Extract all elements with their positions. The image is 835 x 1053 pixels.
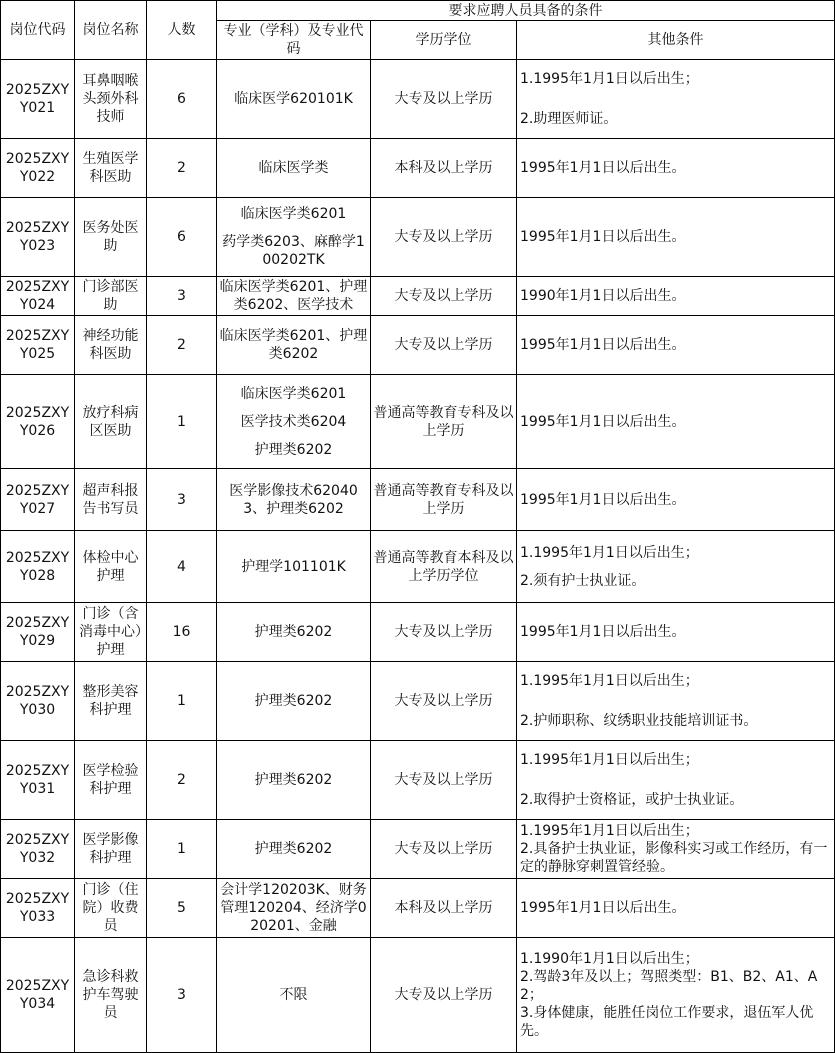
table-row <box>1 531 835 603</box>
job-count: 3 <box>147 277 217 316</box>
job-major: 临床医学类 <box>217 139 371 198</box>
job-code: 2025ZXYY027 <box>1 469 75 531</box>
job-name: 神经功能科医助 <box>75 316 147 375</box>
job-code: 2025ZXYY031 <box>1 741 75 820</box>
job-count: 16 <box>147 603 217 662</box>
table-row <box>1 60 835 139</box>
job-other: 1995年1月1日以后出生。 <box>517 198 835 277</box>
table-row <box>1 938 835 1053</box>
job-count: 3 <box>147 938 217 1053</box>
job-education: 大专及以上学历 <box>371 277 517 316</box>
table-row <box>1 741 835 820</box>
job-code: 2025ZXYY032 <box>1 820 75 879</box>
job-count: 5 <box>147 879 217 938</box>
job-education: 大专及以上学历 <box>371 662 517 741</box>
job-other: 1995年1月1日以后出生。 <box>517 316 835 375</box>
table-row <box>1 316 835 375</box>
header-code: 岗位代码 <box>1 1 75 60</box>
table-row <box>1 139 835 198</box>
job-education: 大专及以上学历 <box>371 60 517 139</box>
job-education: 本科及以上学历 <box>371 879 517 938</box>
job-count: 2 <box>147 316 217 375</box>
job-name: 医学检验科护理 <box>75 741 147 820</box>
job-major: 护理类6202 <box>217 603 371 662</box>
job-count: 6 <box>147 198 217 277</box>
table-row <box>1 879 835 938</box>
job-education: 本科及以上学历 <box>371 139 517 198</box>
header-major: 专业（学科）及专业代码 <box>217 21 371 60</box>
job-code: 2025ZXYY034 <box>1 938 75 1053</box>
job-major: 护理学101101K <box>217 531 371 603</box>
job-other: 1995年1月1日以后出生。 <box>517 469 835 531</box>
job-other: 1995年1月1日以后出生。 <box>517 603 835 662</box>
job-education: 普通高等教育本科及以上学历学位 <box>371 531 517 603</box>
job-other: 1.1995年1月1日以后出生； 2.助理医师证。 <box>517 60 835 139</box>
job-education: 大专及以上学历 <box>371 603 517 662</box>
job-code: 2025ZXYY028 <box>1 531 75 603</box>
job-major: 护理类6202 <box>217 662 371 741</box>
job-count: 2 <box>147 139 217 198</box>
table-row <box>1 662 835 741</box>
job-code: 2025ZXYY029 <box>1 603 75 662</box>
header-count: 人数 <box>147 1 217 60</box>
table-row <box>1 375 835 469</box>
job-count: 1 <box>147 820 217 879</box>
job-name: 超声科报告书写员 <box>75 469 147 531</box>
job-code: 2025ZXYY030 <box>1 662 75 741</box>
job-major: 临床医学类6201、护理类6202 <box>217 316 371 375</box>
job-other: 1990年1月1日以后出生。 <box>517 277 835 316</box>
job-other: 1.1990年1月1日以后出生； 2.驾龄3年及以上；驾照类型：B1、B2、A1、A2； 3.身体健康，能胜任岗位工作要求，退伍军人优先。 <box>517 938 835 1053</box>
job-other: 1995年1月1日以后出生。 <box>517 879 835 938</box>
job-name: 放疗科病区医助 <box>75 375 147 469</box>
job-name: 医务处医助 <box>75 198 147 277</box>
job-major: 临床医学类6201、护理类6202、医学技术 <box>217 277 371 316</box>
job-count: 1 <box>147 662 217 741</box>
table-row <box>1 820 835 879</box>
job-name: 体检中心护理 <box>75 531 147 603</box>
header-education: 学历学位 <box>371 21 517 60</box>
job-education: 大专及以上学历 <box>371 316 517 375</box>
job-major: 临床医学620101K <box>217 60 371 139</box>
job-code: 2025ZXYY025 <box>1 316 75 375</box>
job-education: 大专及以上学历 <box>371 198 517 277</box>
table-row <box>1 603 835 662</box>
job-other: 1.1995年1月1日以后出生； 2.具备护士执业证，影像科实习或工作经历，有一定的静脉穿刺置管经验。 <box>517 820 835 879</box>
job-count: 2 <box>147 741 217 820</box>
job-count: 6 <box>147 60 217 139</box>
job-count: 3 <box>147 469 217 531</box>
job-code: 2025ZXYY021 <box>1 60 75 139</box>
header-requirements: 要求应聘人员具备的条件 <box>217 1 835 21</box>
job-other: 1995年1月1日以后出生。 <box>517 375 835 469</box>
job-major: 不限 <box>217 938 371 1053</box>
job-other: 1995年1月1日以后出生。 <box>517 139 835 198</box>
job-count: 4 <box>147 531 217 603</box>
job-name: 生殖医学科医助 <box>75 139 147 198</box>
job-code: 2025ZXYY024 <box>1 277 75 316</box>
table-row <box>1 277 835 316</box>
job-name: 整形美容科护理 <box>75 662 147 741</box>
job-code: 2025ZXYY033 <box>1 879 75 938</box>
job-education: 大专及以上学历 <box>371 741 517 820</box>
table-row <box>1 198 835 277</box>
job-name: 耳鼻咽喉头颈外科技师 <box>75 60 147 139</box>
job-major: 医学影像技术620403、护理类6202 <box>217 469 371 531</box>
job-name: 医学影像科护理 <box>75 820 147 879</box>
job-major: 会计学120203K、财务管理120204、经济学020201、金融 <box>217 879 371 938</box>
job-education: 大专及以上学历 <box>371 820 517 879</box>
job-other: 1.1995年1月1日以后出生； 2.护师职称、纹绣职业技能培训证书。 <box>517 662 835 741</box>
job-other: 1.1995年1月1日以后出生； 2.须有护士执业证。 <box>517 531 835 603</box>
job-code: 2025ZXYY022 <box>1 139 75 198</box>
header-row-1 <box>1 1 835 21</box>
job-education: 普通高等教育专科及以上学历 <box>371 375 517 469</box>
job-education: 普通高等教育专科及以上学历 <box>371 469 517 531</box>
job-major: 临床医学类6201 药学类6203、麻醉学100202TK <box>217 198 371 277</box>
job-major: 护理类6202 <box>217 741 371 820</box>
job-code: 2025ZXYY026 <box>1 375 75 469</box>
job-major: 临床医学类6201 医学技术类6204 护理类6202 <box>217 375 371 469</box>
table-row <box>1 469 835 531</box>
job-name: 门诊（住院）收费员 <box>75 879 147 938</box>
job-education: 大专及以上学历 <box>371 938 517 1053</box>
job-name: 门诊（含消毒中心）护理 <box>75 603 147 662</box>
job-code: 2025ZXYY023 <box>1 198 75 277</box>
job-count: 1 <box>147 375 217 469</box>
header-other: 其他条件 <box>517 21 835 60</box>
job-major: 护理类6202 <box>217 820 371 879</box>
job-other: 1.1995年1月1日以后出生； 2.取得护士资格证，或护士执业证。 <box>517 741 835 820</box>
header-name: 岗位名称 <box>75 1 147 60</box>
job-name: 门诊部医助 <box>75 277 147 316</box>
job-name: 急诊科救护车驾驶员 <box>75 938 147 1053</box>
